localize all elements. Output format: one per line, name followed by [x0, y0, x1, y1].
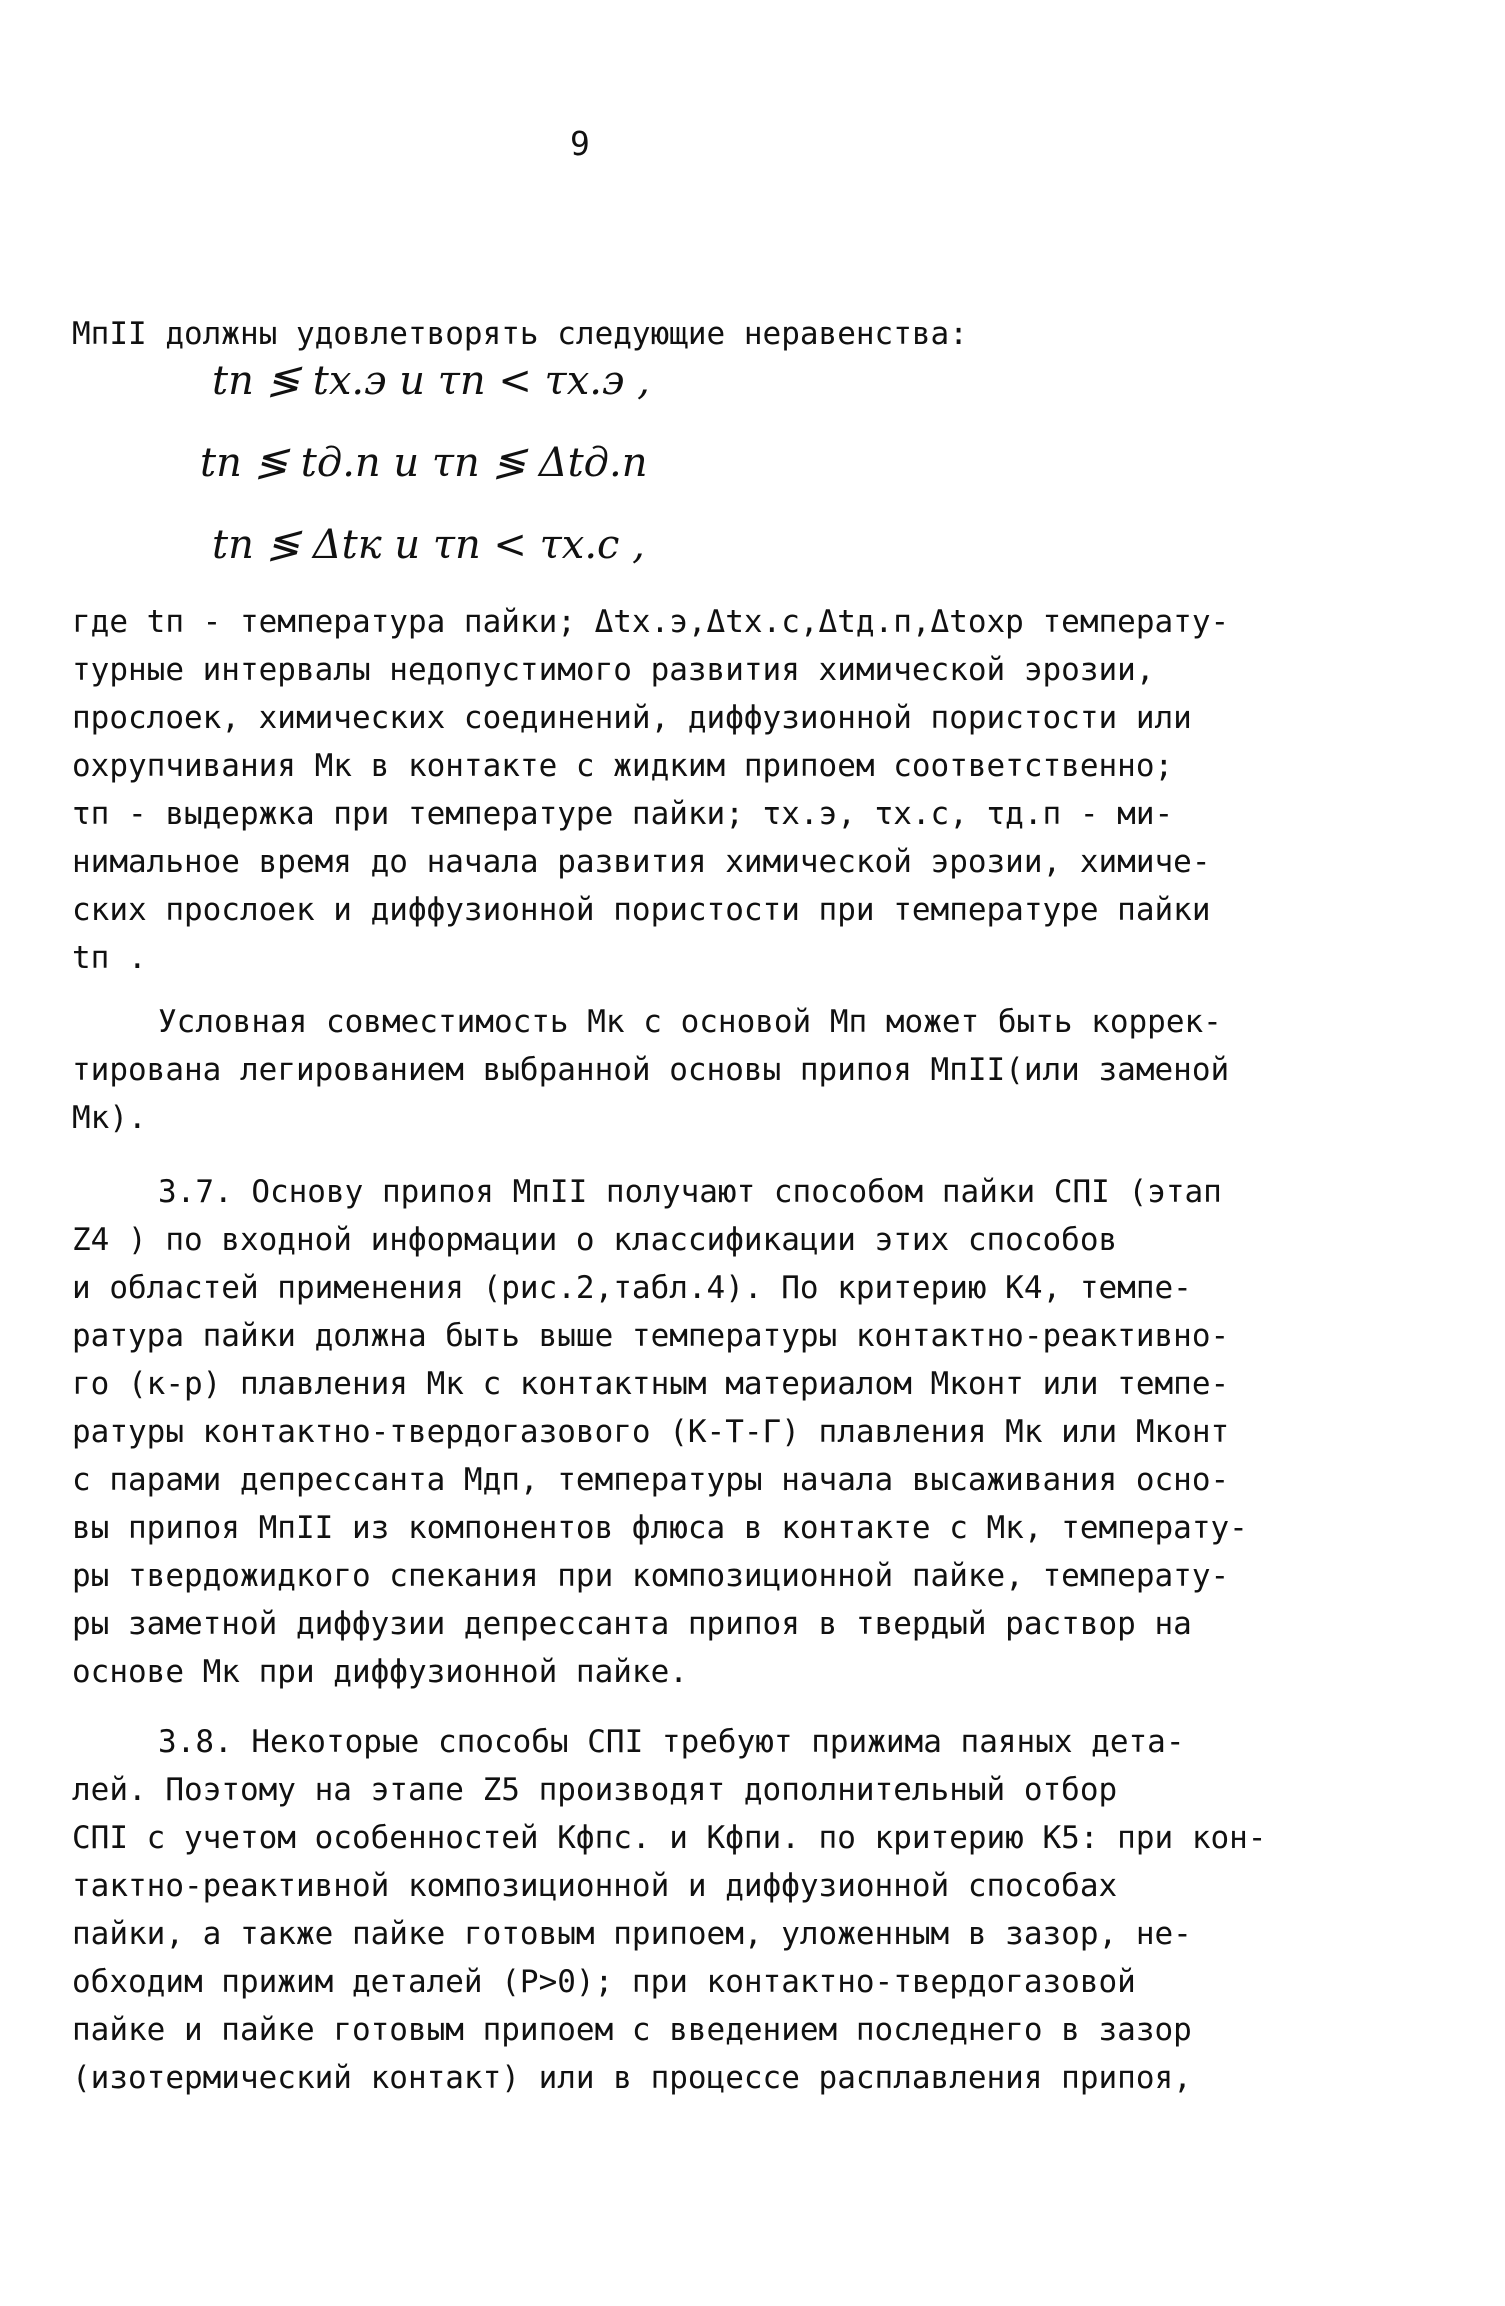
text-line: турные интервалы недопустимого развития химической эрозии,	[72, 652, 1155, 688]
inequality-1: tп ≶ tх.э и τп < τх.э ,	[212, 358, 650, 404]
text-line: прослоек, химических соединений, диффузионной пористости или	[72, 700, 1192, 736]
text-line: MпII должны удовлетворять следующие неравенства:	[72, 316, 968, 352]
text-line: 3.7. Основу припоя МпII получают способом пайки СПI (этап	[158, 1174, 1222, 1210]
text-line: лей. Поэтому на этапе Z5 производят дополнительный отбор	[72, 1772, 1118, 1808]
text-line: и областей применения (рис.2,табл.4). По критерию К4, темпе-	[72, 1270, 1192, 1306]
text-line: где tп - температура пайки; Δtх.э,Δtх.с,Δtд.п,Δtохр температу-	[72, 604, 1230, 640]
text-line: Z4 ) по входной информации о классификации этих способов	[72, 1222, 1118, 1258]
text-line: τп - выдержка при температуре пайки; τх.э, τх.с, τд.п - ми-	[72, 796, 1174, 832]
text-line: ры заметной диффузии депрессанта припоя в твердый раствор на	[72, 1606, 1192, 1642]
text-line: tп .	[72, 940, 147, 976]
text-line: обходим прижим деталей (Р>0); при контактно-твердогазовой	[72, 1964, 1136, 2000]
text-line: охрупчивания Мк в контакте с жидким припоем соответственно;	[72, 748, 1174, 784]
text-line: (изотермический контакт) или в процессе расплавления припоя,	[72, 2060, 1192, 2096]
text-line: тирована легированием выбранной основы припоя МпII(или заменой	[72, 1052, 1230, 1088]
text-line: тактно-реактивной композиционной и диффузионной способах	[72, 1868, 1118, 1904]
text-line: Условная совместимость Мк с основой Мп может быть коррек-	[158, 1004, 1222, 1040]
text-line: ратуры контактно-твердогазового (К-Т-Г) плавления Мк или Мконт	[72, 1414, 1230, 1450]
text-line: нимальное время до начала развития химической эрозии, химиче-	[72, 844, 1211, 880]
inequality-3: tп ≶ Δtк и τп < τх.с ,	[212, 522, 645, 568]
inequality-2: tп ≶ tд.п и τп ≶ Δtд.п	[200, 440, 648, 486]
text-line: основе Мк при диффузионной пайке.	[72, 1654, 688, 1690]
text-line: ратура пайки должна быть выше температуры контактно-реактивно-	[72, 1318, 1230, 1354]
text-line: пайке и пайке готовым припоем с введением последнего в зазор	[72, 2012, 1192, 2048]
text-line: СПI с учетом особенностей Кфпс. и Кфпи. по критерию К5: при кон-	[72, 1820, 1267, 1856]
page-number: 9	[570, 124, 590, 163]
text-line: 3.8. Некоторые способы СПI требуют прижима паяных дета-	[158, 1724, 1185, 1760]
text-line: го (к-р) плавления Мк с контактным материалом Мконт или темпе-	[72, 1366, 1230, 1402]
text-line: ры твердожидкого спекания при композиционной пайке, температу-	[72, 1558, 1230, 1594]
text-line: Мк).	[72, 1100, 147, 1136]
text-line: ских прослоек и диффузионной пористости при температуре пайки	[72, 892, 1211, 928]
text-line: пайки, а также пайке готовым припоем, уложенным в зазор, не-	[72, 1916, 1192, 1952]
text-line: вы припоя МпII из компонентов флюса в контакте с Мк, температу-	[72, 1510, 1248, 1546]
text-line: с парами депрессанта Мдп, температуры начала высаживания осно-	[72, 1462, 1230, 1498]
